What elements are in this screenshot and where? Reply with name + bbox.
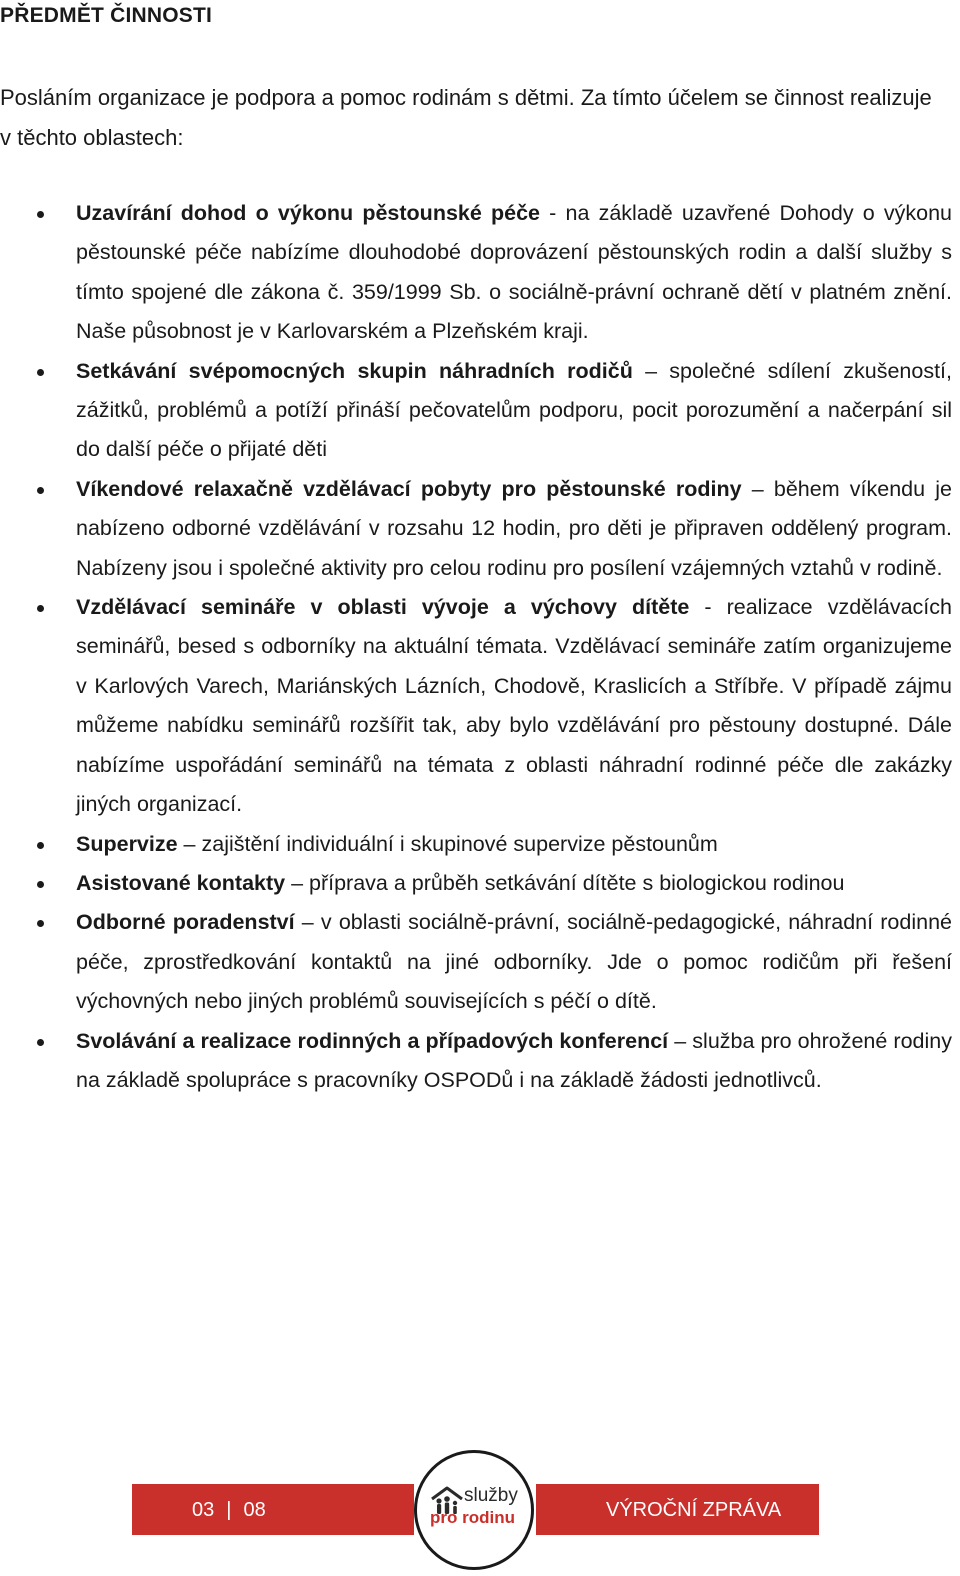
item-title: Vzdělávací semináře v oblasti vývoje a výchovy dítěte bbox=[76, 595, 690, 620]
list-item bbox=[0, 864, 952, 903]
bullet-icon bbox=[37, 1039, 44, 1046]
item-title: Odborné poradenství bbox=[76, 910, 295, 935]
item-title: Víkendové relaxačně vzdělávací pobyty pro pěstounské rodiny bbox=[76, 476, 742, 501]
activities-list bbox=[0, 194, 952, 1100]
list-item bbox=[0, 1022, 952, 1101]
page-heading: PŘEDMĚT ČINNOSTI bbox=[0, 4, 213, 27]
bullet-icon bbox=[37, 211, 44, 218]
list-item bbox=[0, 194, 952, 352]
list-item bbox=[0, 470, 952, 588]
logo-text-bottom: pro rodinu bbox=[430, 1508, 515, 1527]
bullet-icon bbox=[37, 605, 44, 612]
item-text: – v oblasti sociálně-právní, sociálně-pedagogické, náhradní rodinné péče, zprostředkování kontaktů na jiné odborníky. Jde o pomoc rodičům při řešení výchovných nebo jiných problémů souvisejících s péčí o dítě. bbox=[76, 910, 952, 1014]
page-number bbox=[192, 1496, 266, 1524]
item-text: – společné sdílení zkušeností, zážitků, problémů a potíží přináší pečovatelům podporu, pocit porozumění a načerpání sil do další péče o přijaté děti bbox=[76, 358, 952, 462]
item-text: – zajištění individuální i skupinové supervize pěstounům bbox=[177, 831, 718, 856]
page-total: 08 bbox=[243, 1499, 266, 1521]
item-title: Setkávání svépomocných skupin náhradních rodičů bbox=[76, 358, 633, 383]
list-item bbox=[0, 903, 952, 1021]
item-title: Supervize bbox=[76, 831, 178, 856]
bullet-icon bbox=[37, 881, 44, 888]
item-text: – během víkendu je nabízeno odborné vzdělávání v rozsahu 12 hodin, pro děti je připraven oddělený program. Nabízeny jsou i společné aktivity pro celou rodinu pro posílení vzájemných vztahů v rodině. bbox=[76, 476, 952, 580]
bullet-icon bbox=[37, 920, 44, 927]
list-item bbox=[0, 352, 952, 470]
page-current: 03 bbox=[192, 1499, 215, 1521]
footer-bar-left bbox=[132, 1484, 414, 1535]
logo-text-top: služby bbox=[464, 1485, 518, 1506]
list-item bbox=[0, 825, 952, 864]
item-text: – služba pro ohrožené rodiny na základě spolupráce s pracovníky OSPODů i na základě žádosti jednotlivců. bbox=[76, 1028, 952, 1092]
item-title: Asistované kontakty bbox=[76, 870, 286, 895]
bullet-icon bbox=[37, 487, 44, 494]
report-title: VÝROČNÍ ZPRÁVA bbox=[606, 1499, 782, 1521]
list-item bbox=[0, 588, 952, 824]
bullet-icon bbox=[37, 842, 44, 849]
item-text: - na základě uzavřené Dohody o výkonu pěstounské péče nabízíme dlouhodobé doprovázení pěstounských rodin a další služby s tímto spojené dle zákona č. 359/1999 Sb. o sociálně-právní ochraně dětí v platném znění. Naše působnost je v Karlovarském a Plzeňském kraji. bbox=[76, 201, 953, 344]
item-text: – příprava a průběh setkávání dítěte s biologickou rodinou bbox=[285, 870, 845, 895]
item-title: Svolávání a realizace rodinných a případových konferencí bbox=[76, 1028, 669, 1053]
item-title: Uzavírání dohod o výkonu pěstounské péče bbox=[76, 201, 540, 225]
intro-paragraph: Posláním organizace je podpora a pomoc rodinám s dětmi. Za tímto účelem se činnost realizuje v těchto oblastech: bbox=[0, 85, 932, 150]
page-separator: | bbox=[226, 1499, 232, 1521]
bullet-icon bbox=[37, 369, 44, 376]
item-text: - realizace vzdělávacích seminářů, besed s odborníky na aktuální témata. Vzdělávací semináře zatím organizujeme v Karlových Varech, Mariánských Lázních, Chodově, Kraslicích a Stříbře. V případě zájmu můžeme nabídku seminářů rozšířit tak, aby bylo vzdělávání pro pěstouny dostupné. Dále nabízíme uspořádání seminářů na témata z oblasti náhradní rodinné péče dle zakázky jiných organizací. bbox=[76, 595, 952, 817]
